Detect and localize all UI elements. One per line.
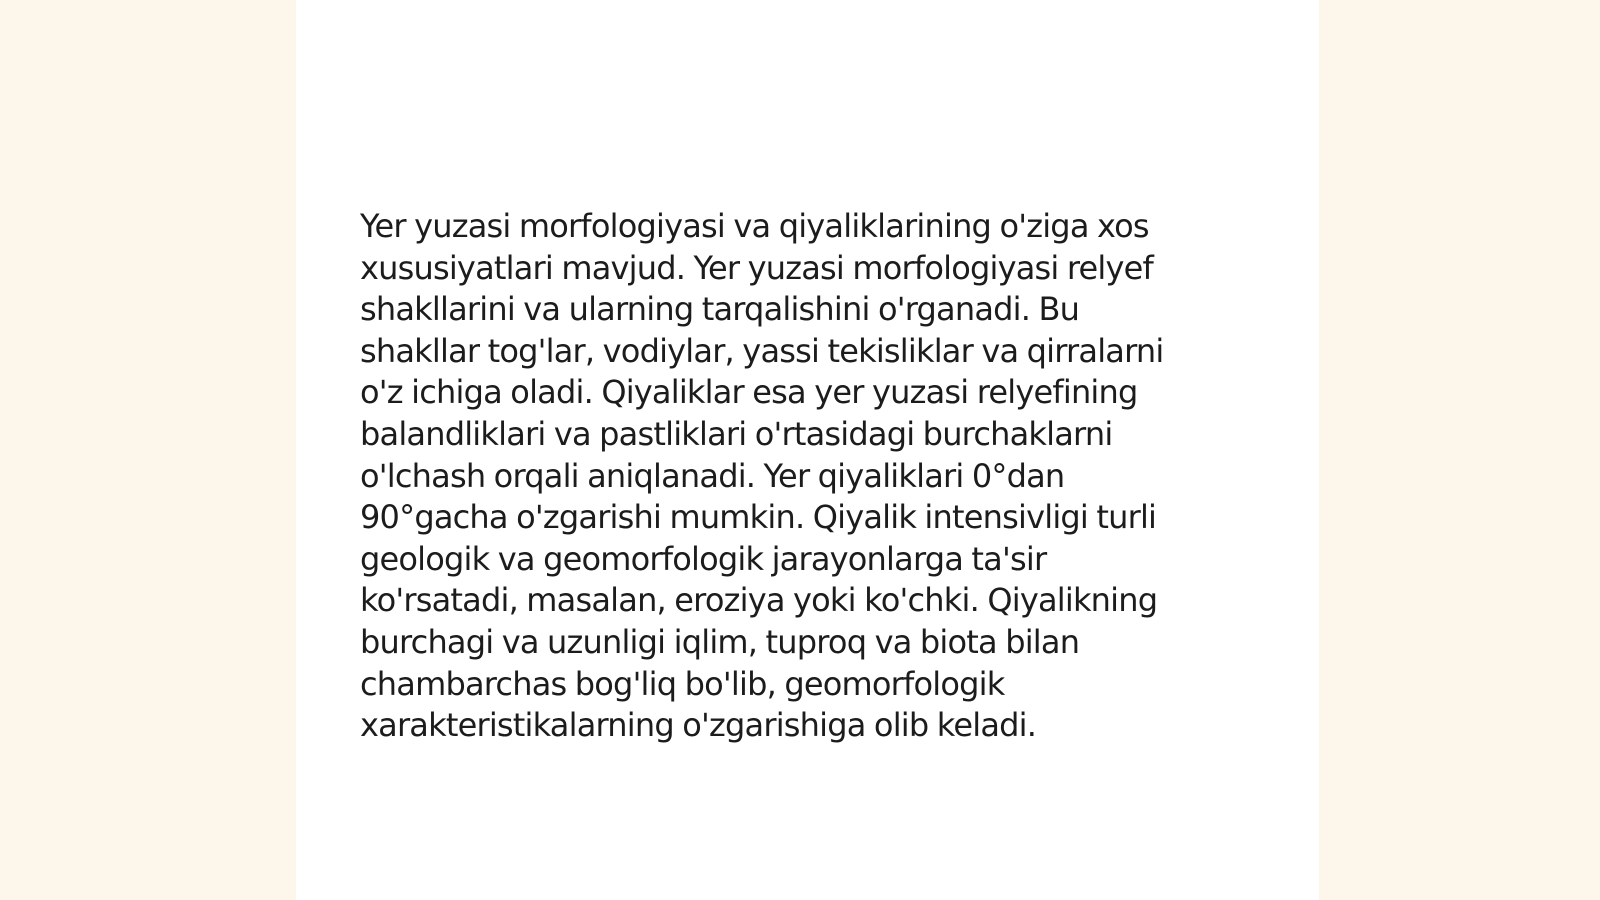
text-line: Yer yuzasi morfologiyasi va qiyaliklarining o'ziga xos: [360, 207, 1149, 245]
document-body: [360, 206, 1220, 747]
text-line: 90°gacha o'zgarishi mumkin. Qiyalik intensivligi turli: [360, 498, 1157, 537]
text-line: ko'rsatadi, masalan, eroziya yoki ko'chki. Qiyalikning: [360, 581, 1158, 620]
text-line: shakllar tog'lar, vodiylar, yassi tekisliklar va qirralarni: [360, 331, 1164, 370]
text-line: geologik va geomorfologik jarayonlarga ta'sir: [360, 539, 1047, 578]
text-line: shakllarini va ularning tarqalishini o'rganadi. Bu: [360, 290, 1080, 329]
paragraph: [360, 206, 1220, 747]
text-line: o'lchash orqali aniqlanadi. Yer qiyaliklari 0°dan: [360, 456, 1065, 495]
text-line: xususiyatlari mavjud. Yer yuzasi morfologiyasi relyef: [360, 248, 1153, 287]
text-line: chambarchas bog'liq bo'lib, geomorfologik: [360, 664, 1005, 703]
text-line: balandliklari va pastliklari o'rtasidagi burchaklarni: [360, 414, 1113, 453]
text-line: xarakteristikalarning o'zgarishiga olib keladi.: [360, 706, 1037, 745]
document-sheet: [296, 0, 1319, 900]
text-line: burchagi va uzunligi iqlim, tuproq va biota bilan: [360, 622, 1080, 661]
text-line: o'z ichiga oladi. Qiyaliklar esa yer yuzasi relyefining: [360, 373, 1138, 412]
